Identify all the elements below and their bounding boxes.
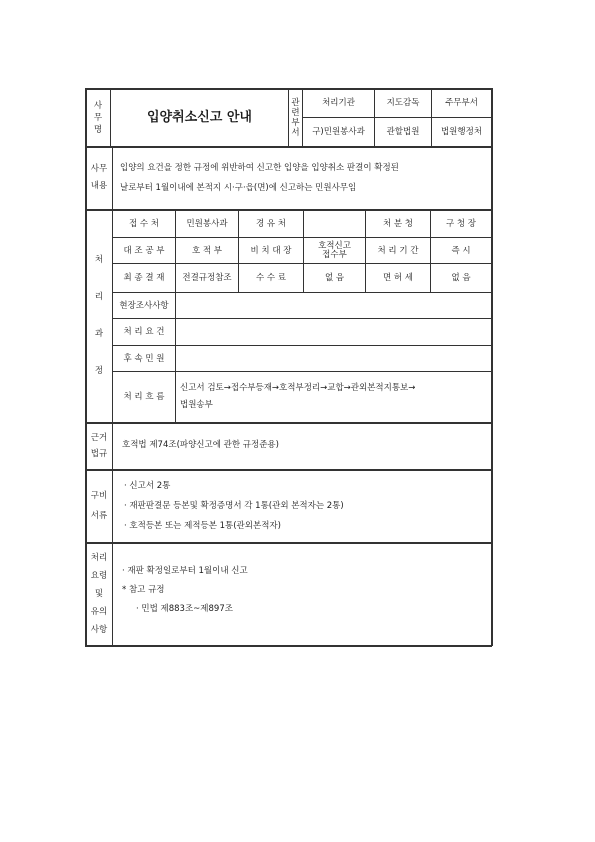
samu-label: 사 무 명 (93, 100, 103, 135)
required-docs-label: 구비 서류 (90, 491, 108, 521)
legal-basis-label: 근거 법규 (90, 433, 108, 459)
reception-label: 접 수 처 (128, 218, 160, 229)
list-item: * 참고 규정 (122, 585, 165, 595)
required-docs-list (124, 476, 344, 536)
processing-agency-header: 처리기관 (322, 98, 355, 108)
processing-period-label: 처 리 기 간 (377, 245, 419, 256)
follow-up-label: 후 속 민 원 (123, 353, 165, 364)
work-content-label: 사무 내용 (90, 164, 108, 191)
guidelines-label: 처리 요령 및 유의 사항 (90, 553, 108, 635)
license-tax-value: 없 음 (451, 273, 471, 283)
final-approval-label: 최 종 결 재 (123, 273, 165, 283)
processing-agency-value: 구)민원봉사과 (312, 127, 365, 137)
disposal-office-label: 처 분 청 (382, 218, 414, 229)
work-content-text: 입양의 요건을 정한 규정에 위반하여 신고한 입양을 입양취소 판결이 확정된 날로부터 1월이내에 본적지 시·구·읍(면)에 신고하는 민원사무임 (120, 163, 399, 193)
processing-requirements-label: 처 리 요 건 (123, 327, 165, 337)
via-value (304, 210, 365, 237)
main-dept-value: 법원행정처 (440, 127, 483, 137)
processing-period-value: 즉 시 (451, 245, 471, 256)
list-item: · 민법 제883조~제897조 (136, 604, 233, 614)
via-label: 경 유 처 (255, 218, 287, 229)
list-item: · 호적등본 또는 제적등본 1통(관외본적자) (124, 521, 281, 531)
fee-label: 수 수 료 (255, 273, 287, 283)
process-flow-label: 처 리 흐 름 (123, 392, 165, 402)
list-item: · 신고서 2통 (124, 481, 171, 491)
site-survey-label: 현장조사사항 (119, 300, 169, 311)
page-title: 입양취소신고 안내 (147, 109, 252, 125)
list-item: · 재판판결문 등본및 확정증명서 각 1통(관외 본적자는 2통) (124, 501, 344, 511)
guidelines-list (122, 562, 248, 619)
ledger-label: 비 치 대 장 (250, 245, 292, 256)
related-dept-label: 관 련 부 서 (291, 97, 300, 138)
license-tax-label: 면 허 세 (382, 273, 414, 283)
process-label: 처 리 과 정 (94, 255, 104, 376)
process-flow-text: 신고서 검토→접수부등재→호적부정리→교합→관외본적지통보→ 법원송부 (180, 383, 416, 410)
main-dept-header: 주무부서 (445, 98, 478, 108)
supervision-header: 지도감독 (386, 98, 420, 108)
ledger-value: 호적신고 접수부 (318, 240, 351, 260)
reference-register-value: 호 적 부 (191, 245, 223, 256)
list-item: · 재판 확정일로부터 1월이내 신고 (122, 566, 248, 576)
final-approval-value: 전결규정참조 (182, 273, 232, 283)
disposal-office-value: 구 청 장 (445, 218, 477, 229)
supervision-value: 관할법원 (386, 127, 420, 137)
reference-register-label: 대 조 공 부 (123, 245, 165, 256)
fee-value: 없 음 (324, 273, 345, 283)
legal-basis-text: 호적법 제74조(파양신고에 관한 규정준용) (122, 440, 279, 450)
reception-value: 민원봉사과 (186, 218, 228, 229)
